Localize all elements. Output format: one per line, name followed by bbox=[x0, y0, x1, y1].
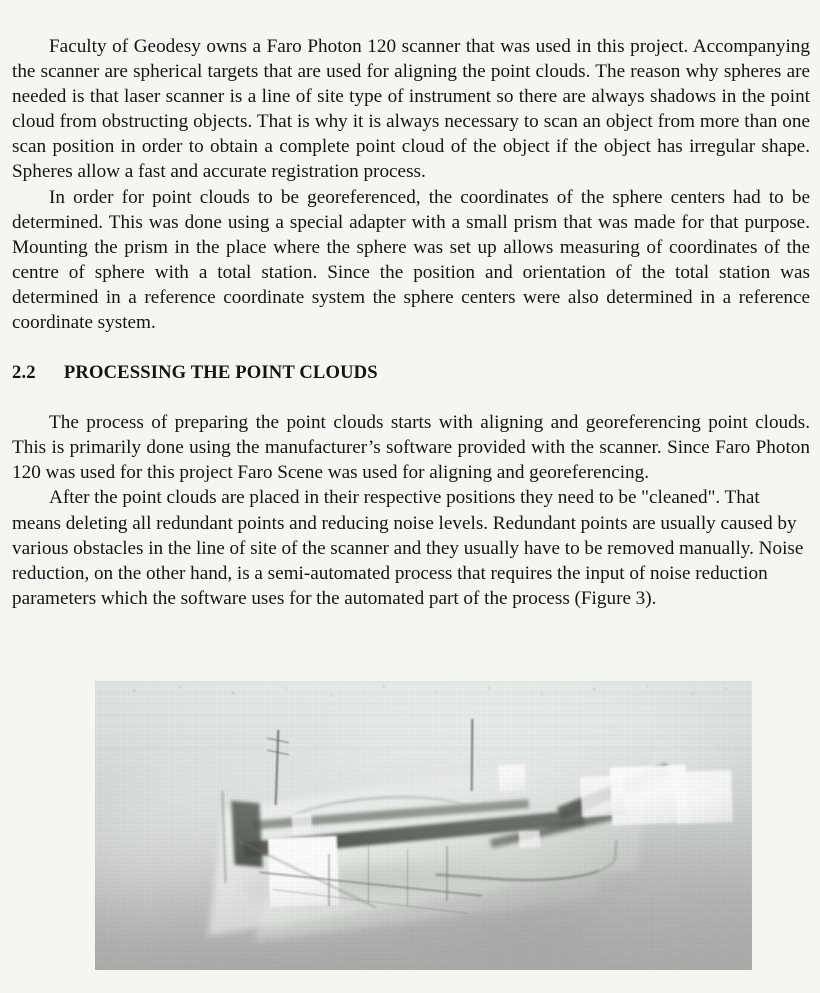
heading-spacer-after bbox=[12, 385, 810, 410]
point-cloud-image bbox=[95, 681, 752, 970]
vignette-overlay bbox=[95, 681, 752, 970]
paragraph-4: After the point clouds are placed in their respective positions they need to be "cleaned". That means deleting all redundant points and reducing noise levels. Redundant points are usually caused by various obstacles in the line of site of the scanner and they usually have to be removed manually. Noise reduction, on the other hand, is a semi-automated process that requires the input of noise reduction parameters which the software uses for the automated part of the process (Figure 3). bbox=[12, 487, 804, 609]
paragraph-1: Faculty of Geodesy owns a Faro Photon 120 scanner that was used in this project. Accompanying the scanner are spherical targets that are used for aligning the point clouds. The reason why spheres are needed is that laser scanner is a line of site type of instrument so there are always shadows in the point cloud from obstructing objects. That is why it is always necessary to scan an object from more than one scan position in order to obtain a complete point cloud of the object if the object has irregular shape. Spheres allow a fast and accurate registration process. bbox=[12, 36, 810, 183]
paragraph-3: The process of preparing the point clouds starts with aligning and georeferencing point clouds. This is primarily done using the manufacturer’s software provided with the scanner. Since Faro Photon 120 was used for this project Faro Scene was used for aligning and georeferencing. bbox=[12, 412, 810, 484]
section-heading-2-2: 2.2 PROCESSING THE POINT CLOUDS bbox=[12, 362, 378, 384]
heading-spacer-before bbox=[12, 335, 810, 360]
text-column bbox=[12, 34, 810, 611]
figure-3 bbox=[95, 681, 752, 970]
paragraph-2: In order for point clouds to be georeferenced, the coordinates of the sphere centers had to be determined. This was done using a special adapter with a small prism that was made for that purpose. Mounting the prism in the place where the sphere was set up allows measuring of coordinates of the centre of sphere with a total station. Since the position and orientation of the total station was determined in a reference coordinate system the sphere centers were also determined in a reference coordinate system. bbox=[12, 186, 810, 334]
